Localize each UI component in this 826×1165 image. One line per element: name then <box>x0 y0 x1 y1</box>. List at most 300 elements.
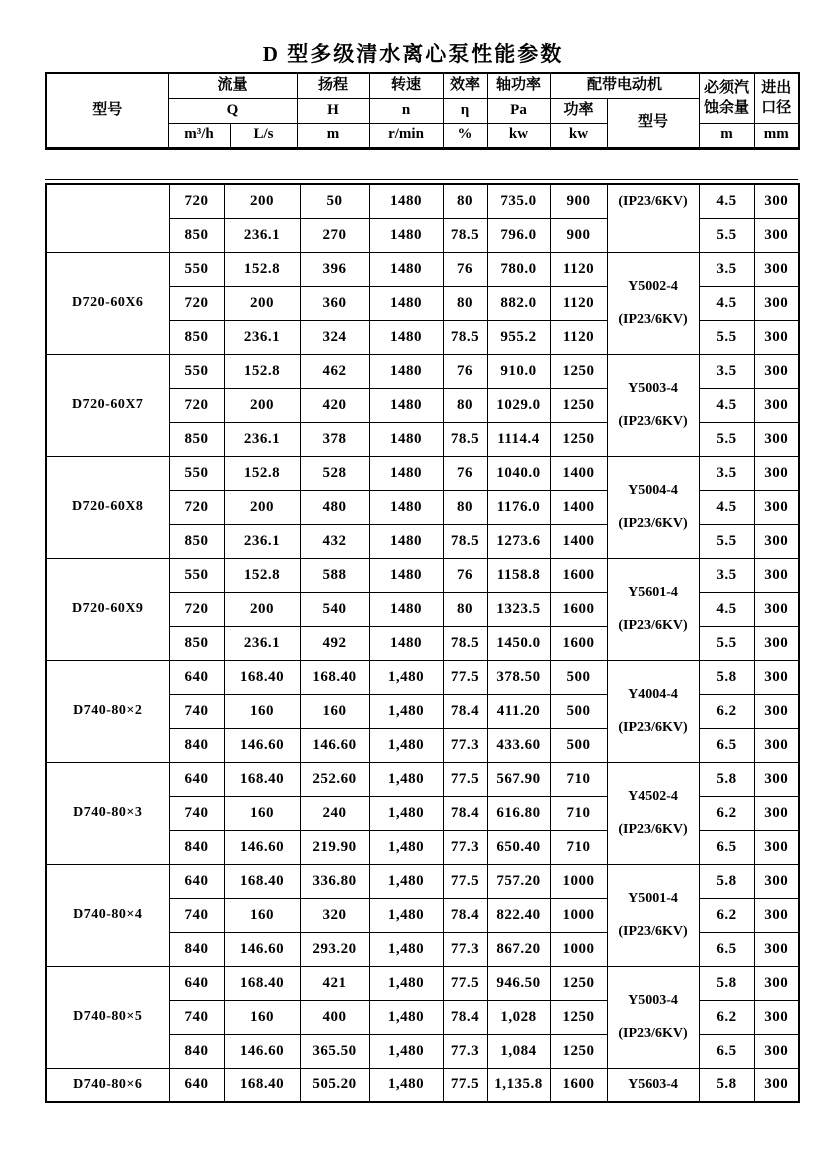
motor-model-cell <box>607 966 699 1068</box>
efficiency-cell: 80 <box>443 388 487 422</box>
npsh-cell: 3.5 <box>699 456 754 490</box>
flow-ls-cell: 168.40 <box>224 762 300 796</box>
speed-cell: 1,480 <box>369 694 443 728</box>
dn-cell: 300 <box>754 456 799 490</box>
pump-table-body <box>46 184 799 1102</box>
efficiency-cell: 80 <box>443 286 487 320</box>
dn-cell: 300 <box>754 898 799 932</box>
flow-ls-cell: 236.1 <box>224 422 300 456</box>
head-symbol: H <box>297 98 369 123</box>
header-table <box>45 72 800 150</box>
col-header-speed: 转速 <box>369 73 443 98</box>
dn-unit: mm <box>754 123 799 148</box>
speed-cell: 1480 <box>369 524 443 558</box>
flow-m3h-cell: 840 <box>169 728 224 762</box>
dn-cell: 300 <box>754 490 799 524</box>
flow-m3h-cell: 740 <box>169 898 224 932</box>
npsh-cell: 6.2 <box>699 898 754 932</box>
dn-cell: 300 <box>754 524 799 558</box>
head-cell: 540 <box>300 592 369 626</box>
flow-m3h-cell: 550 <box>169 558 224 592</box>
head-cell: 588 <box>300 558 369 592</box>
shaft-power-cell: 946.50 <box>487 966 550 1000</box>
flow-ls-cell: 152.8 <box>224 354 300 388</box>
motor-model-line: (IP23/6KV) <box>618 194 688 209</box>
motor-model-line: (IP23/6KV) <box>618 515 688 531</box>
head-cell: 293.20 <box>300 932 369 966</box>
flow-ls-cell: 236.1 <box>224 626 300 660</box>
npsh-cell: 5.8 <box>699 864 754 898</box>
flow-m3h-cell: 550 <box>169 354 224 388</box>
shaft-power-cell: 822.40 <box>487 898 550 932</box>
flow-ls-cell: 200 <box>224 184 300 218</box>
head-unit: m <box>297 123 369 148</box>
flow-m3h-cell: 850 <box>169 422 224 456</box>
table-row <box>46 864 799 898</box>
speed-symbol: n <box>369 98 443 123</box>
head-cell: 505.20 <box>300 1068 369 1102</box>
efficiency-cell: 76 <box>443 252 487 286</box>
flow-ls-cell: 160 <box>224 796 300 830</box>
flow-unit-m3h: m³/h <box>168 123 230 148</box>
shaft-power-cell: 735.0 <box>487 184 550 218</box>
shaft-power-cell: 796.0 <box>487 218 550 252</box>
efficiency-cell: 78.5 <box>443 218 487 252</box>
col-header-model: 型号 <box>46 73 168 148</box>
flow-ls-cell: 152.8 <box>224 558 300 592</box>
flow-m3h-cell: 740 <box>169 694 224 728</box>
dn-cell: 300 <box>754 1068 799 1102</box>
motor-model-line: (IP23/6KV) <box>618 719 688 735</box>
shaft-power-cell: 955.2 <box>487 320 550 354</box>
model-cell: D740-80×6 <box>46 1068 169 1102</box>
header-row-1 <box>46 73 799 98</box>
flow-ls-cell: 200 <box>224 592 300 626</box>
col-header-head: 扬程 <box>297 73 369 98</box>
flow-ls-cell: 236.1 <box>224 320 300 354</box>
dn-cell: 300 <box>754 558 799 592</box>
dn-cell: 300 <box>754 218 799 252</box>
model-cell <box>46 184 169 252</box>
speed-cell: 1,480 <box>369 728 443 762</box>
dn-label-line1: 进出 <box>761 80 792 96</box>
efficiency-cell: 77.3 <box>443 1034 487 1068</box>
shaft-power-cell: 910.0 <box>487 354 550 388</box>
flow-m3h-cell: 850 <box>169 524 224 558</box>
npsh-unit: m <box>699 123 754 148</box>
head-cell: 270 <box>300 218 369 252</box>
motor-model-line: Y5601-4 <box>628 584 678 600</box>
speed-unit: r/min <box>369 123 443 148</box>
motor-power-cell: 1120 <box>550 252 607 286</box>
head-cell: 480 <box>300 490 369 524</box>
motor-model-cell <box>607 252 699 354</box>
efficiency-cell: 78.5 <box>443 320 487 354</box>
motor-model-cell <box>607 184 699 252</box>
efficiency-cell: 78.4 <box>443 694 487 728</box>
shaft-power-cell: 1176.0 <box>487 490 550 524</box>
speed-cell: 1480 <box>369 286 443 320</box>
head-cell: 219.90 <box>300 830 369 864</box>
shaft-power-cell: 757.20 <box>487 864 550 898</box>
motor-model-cell <box>607 762 699 864</box>
model-cell: D720-60X7 <box>46 354 169 456</box>
flow-ls-cell: 168.40 <box>224 966 300 1000</box>
speed-cell: 1,480 <box>369 966 443 1000</box>
dn-cell: 300 <box>754 1034 799 1068</box>
head-cell: 400 <box>300 1000 369 1034</box>
dn-cell: 300 <box>754 252 799 286</box>
flow-ls-cell: 146.60 <box>224 932 300 966</box>
flow-m3h-cell: 720 <box>169 286 224 320</box>
head-cell: 324 <box>300 320 369 354</box>
npsh-cell: 5.5 <box>699 524 754 558</box>
shaft-power-cell: 1040.0 <box>487 456 550 490</box>
speed-cell: 1480 <box>369 490 443 524</box>
table-row <box>46 252 799 286</box>
flow-m3h-cell: 850 <box>169 218 224 252</box>
motor-power-cell: 1000 <box>550 898 607 932</box>
model-cell: D720-60X9 <box>46 558 169 660</box>
head-cell: 365.50 <box>300 1034 369 1068</box>
speed-cell: 1480 <box>369 558 443 592</box>
motor-model-line: (IP23/6KV) <box>618 923 688 939</box>
shaft-power-symbol: Pa <box>487 98 550 123</box>
npsh-cell: 5.8 <box>699 966 754 1000</box>
efficiency-cell: 80 <box>443 592 487 626</box>
motor-power-cell: 1250 <box>550 1034 607 1068</box>
motor-power-cell: 1600 <box>550 626 607 660</box>
speed-cell: 1480 <box>369 354 443 388</box>
speed-cell: 1,480 <box>369 898 443 932</box>
motor-model-line: Y5004-4 <box>628 482 678 498</box>
motor-power-cell: 1400 <box>550 456 607 490</box>
head-cell: 240 <box>300 796 369 830</box>
col-header-npsh <box>699 73 754 123</box>
flow-ls-cell: 160 <box>224 898 300 932</box>
flow-m3h-cell: 720 <box>169 388 224 422</box>
speed-cell: 1480 <box>369 388 443 422</box>
shaft-power-cell: 882.0 <box>487 286 550 320</box>
motor-power-cell: 1000 <box>550 864 607 898</box>
motor-power-cell: 1250 <box>550 354 607 388</box>
speed-cell: 1480 <box>369 252 443 286</box>
dn-cell: 300 <box>754 966 799 1000</box>
motor-model-label: 型号 <box>607 98 699 148</box>
shaft-power-cell: 567.90 <box>487 762 550 796</box>
flow-ls-cell: 160 <box>224 694 300 728</box>
speed-cell: 1480 <box>369 184 443 218</box>
dn-cell: 300 <box>754 1000 799 1034</box>
col-header-dn <box>754 73 799 123</box>
npsh-cell: 6.2 <box>699 796 754 830</box>
motor-power-cell: 1250 <box>550 388 607 422</box>
dn-cell: 300 <box>754 354 799 388</box>
npsh-cell: 4.5 <box>699 184 754 218</box>
motor-power-cell: 900 <box>550 184 607 218</box>
flow-m3h-cell: 640 <box>169 966 224 1000</box>
flow-ls-cell: 200 <box>224 490 300 524</box>
flow-m3h-cell: 720 <box>169 490 224 524</box>
efficiency-cell: 77.5 <box>443 660 487 694</box>
table-row <box>46 354 799 388</box>
efficiency-cell: 78.5 <box>443 524 487 558</box>
flow-m3h-cell: 840 <box>169 830 224 864</box>
pump-data-table <box>45 183 800 1103</box>
npsh-cell: 3.5 <box>699 252 754 286</box>
dn-cell: 300 <box>754 320 799 354</box>
shaft-power-cell: 411.20 <box>487 694 550 728</box>
motor-power-cell: 1000 <box>550 932 607 966</box>
shaft-power-cell: 616.80 <box>487 796 550 830</box>
efficiency-cell: 78.4 <box>443 796 487 830</box>
dn-cell: 300 <box>754 864 799 898</box>
shaft-power-cell: 378.50 <box>487 660 550 694</box>
speed-cell: 1480 <box>369 320 443 354</box>
shaft-power-cell: 1158.8 <box>487 558 550 592</box>
head-cell: 378 <box>300 422 369 456</box>
motor-model-line: (IP23/6KV) <box>618 1025 688 1041</box>
flow-ls-cell: 152.8 <box>224 252 300 286</box>
flow-m3h-cell: 740 <box>169 1000 224 1034</box>
efficiency-unit: % <box>443 123 487 148</box>
col-header-shaft-power: 轴功率 <box>487 73 550 98</box>
head-cell: 421 <box>300 966 369 1000</box>
speed-cell: 1,480 <box>369 1000 443 1034</box>
efficiency-cell: 78.5 <box>443 422 487 456</box>
head-cell: 336.80 <box>300 864 369 898</box>
speed-cell: 1480 <box>369 422 443 456</box>
efficiency-cell: 77.3 <box>443 830 487 864</box>
npsh-cell: 4.5 <box>699 286 754 320</box>
head-cell: 360 <box>300 286 369 320</box>
motor-model-line: (IP23/6KV) <box>618 311 688 327</box>
npsh-cell: 4.5 <box>699 388 754 422</box>
head-cell: 528 <box>300 456 369 490</box>
page-title: D 型多级清水离心泵性能参数 <box>262 42 564 66</box>
flow-m3h-cell: 840 <box>169 932 224 966</box>
shaft-power-cell: 1323.5 <box>487 592 550 626</box>
table-row <box>46 1068 799 1102</box>
motor-model-line: Y5603-4 <box>628 1076 678 1092</box>
motor-model-cell <box>607 660 699 762</box>
dn-cell: 300 <box>754 830 799 864</box>
efficiency-cell: 77.5 <box>443 966 487 1000</box>
efficiency-cell: 77.3 <box>443 728 487 762</box>
speed-cell: 1,480 <box>369 864 443 898</box>
head-cell: 252.60 <box>300 762 369 796</box>
motor-power-label: 功率 <box>550 98 607 123</box>
npsh-label-line1: 必须汽 <box>704 80 750 96</box>
npsh-cell: 6.5 <box>699 932 754 966</box>
flow-ls-cell: 152.8 <box>224 456 300 490</box>
efficiency-cell: 80 <box>443 490 487 524</box>
efficiency-cell: 78.4 <box>443 898 487 932</box>
motor-model-line: Y5002-4 <box>628 278 678 294</box>
flow-m3h-cell: 850 <box>169 626 224 660</box>
speed-cell: 1,480 <box>369 830 443 864</box>
speed-cell: 1480 <box>369 456 443 490</box>
motor-model-line: Y5003-4 <box>628 380 678 396</box>
npsh-cell: 3.5 <box>699 558 754 592</box>
flow-m3h-cell: 850 <box>169 320 224 354</box>
flow-ls-cell: 146.60 <box>224 1034 300 1068</box>
shaft-power-cell: 650.40 <box>487 830 550 864</box>
motor-power-cell: 500 <box>550 728 607 762</box>
motor-power-cell: 900 <box>550 218 607 252</box>
npsh-cell: 6.2 <box>699 694 754 728</box>
motor-power-cell: 1250 <box>550 1000 607 1034</box>
npsh-label-line2: 蚀余量 <box>704 100 750 117</box>
motor-power-cell: 500 <box>550 694 607 728</box>
speed-cell: 1,480 <box>369 1034 443 1068</box>
motor-model-cell <box>607 354 699 456</box>
motor-power-cell: 1400 <box>550 490 607 524</box>
npsh-cell: 5.5 <box>699 320 754 354</box>
dn-cell: 300 <box>754 626 799 660</box>
dn-cell: 300 <box>754 184 799 218</box>
npsh-cell: 5.8 <box>699 762 754 796</box>
model-cell: D740-80×2 <box>46 660 169 762</box>
head-cell: 396 <box>300 252 369 286</box>
efficiency-cell: 76 <box>443 354 487 388</box>
flow-m3h-cell: 640 <box>169 762 224 796</box>
motor-model-line: Y5003-4 <box>628 992 678 1008</box>
shaft-power-cell: 1,028 <box>487 1000 550 1034</box>
shaft-power-cell: 1,084 <box>487 1034 550 1068</box>
flow-unit-ls: L/s <box>230 123 297 148</box>
head-cell: 160 <box>300 694 369 728</box>
dn-cell: 300 <box>754 422 799 456</box>
flow-m3h-cell: 550 <box>169 252 224 286</box>
flow-ls-cell: 168.40 <box>224 864 300 898</box>
motor-power-unit: kw <box>550 123 607 148</box>
model-cell: D720-60X8 <box>46 456 169 558</box>
motor-model-line: (IP23/6KV) <box>618 617 688 633</box>
speed-cell: 1,480 <box>369 932 443 966</box>
shaft-power-cell: 1450.0 <box>487 626 550 660</box>
speed-cell: 1,480 <box>369 660 443 694</box>
flow-ls-cell: 200 <box>224 286 300 320</box>
table-top-rule <box>45 179 798 180</box>
flow-ls-cell: 168.40 <box>224 660 300 694</box>
npsh-cell: 5.5 <box>699 626 754 660</box>
model-cell: D720-60X6 <box>46 252 169 354</box>
efficiency-cell: 78.5 <box>443 626 487 660</box>
npsh-cell: 5.8 <box>699 1068 754 1102</box>
shaft-power-cell: 1,135.8 <box>487 1068 550 1102</box>
efficiency-cell: 80 <box>443 184 487 218</box>
efficiency-cell: 77.5 <box>443 864 487 898</box>
flow-symbol: Q <box>168 98 297 123</box>
shaft-power-cell: 1273.6 <box>487 524 550 558</box>
dn-cell: 300 <box>754 694 799 728</box>
efficiency-cell: 77.5 <box>443 762 487 796</box>
model-cell: D740-80×5 <box>46 966 169 1068</box>
efficiency-cell: 76 <box>443 558 487 592</box>
npsh-cell: 5.8 <box>699 660 754 694</box>
table-row <box>46 966 799 1000</box>
speed-cell: 1,480 <box>369 762 443 796</box>
efficiency-cell: 76 <box>443 456 487 490</box>
head-cell: 146.60 <box>300 728 369 762</box>
dn-cell: 300 <box>754 762 799 796</box>
flow-m3h-cell: 640 <box>169 660 224 694</box>
table-row <box>46 558 799 592</box>
flow-ls-cell: 146.60 <box>224 728 300 762</box>
flow-ls-cell: 236.1 <box>224 524 300 558</box>
shaft-power-cell: 867.20 <box>487 932 550 966</box>
flow-ls-cell: 200 <box>224 388 300 422</box>
speed-cell: 1,480 <box>369 796 443 830</box>
dn-cell: 300 <box>754 660 799 694</box>
flow-ls-cell: 160 <box>224 1000 300 1034</box>
flow-m3h-cell: 640 <box>169 864 224 898</box>
head-cell: 462 <box>300 354 369 388</box>
motor-power-cell: 710 <box>550 830 607 864</box>
motor-model-cell <box>607 1068 699 1102</box>
motor-power-cell: 1250 <box>550 966 607 1000</box>
motor-power-cell: 1600 <box>550 1068 607 1102</box>
flow-m3h-cell: 840 <box>169 1034 224 1068</box>
efficiency-cell: 77.5 <box>443 1068 487 1102</box>
motor-power-cell: 710 <box>550 762 607 796</box>
model-cell: D740-80×3 <box>46 762 169 864</box>
npsh-cell: 5.5 <box>699 422 754 456</box>
motor-model-cell <box>607 864 699 966</box>
shaft-power-unit: kw <box>487 123 550 148</box>
npsh-cell: 6.5 <box>699 1034 754 1068</box>
head-cell: 432 <box>300 524 369 558</box>
npsh-cell: 3.5 <box>699 354 754 388</box>
motor-power-cell: 1120 <box>550 286 607 320</box>
shaft-power-cell: 780.0 <box>487 252 550 286</box>
motor-model-line: Y5001-4 <box>628 890 678 906</box>
npsh-cell: 6.5 <box>699 830 754 864</box>
flow-m3h-cell: 550 <box>169 456 224 490</box>
flow-m3h-cell: 720 <box>169 184 224 218</box>
npsh-cell: 5.5 <box>699 218 754 252</box>
speed-cell: 1480 <box>369 626 443 660</box>
efficiency-symbol: η <box>443 98 487 123</box>
motor-model-cell <box>607 558 699 660</box>
flow-m3h-cell: 740 <box>169 796 224 830</box>
motor-power-cell: 1600 <box>550 558 607 592</box>
speed-cell: 1480 <box>369 218 443 252</box>
col-header-flow: 流量 <box>168 73 297 98</box>
motor-model-cell <box>607 456 699 558</box>
model-cell: D740-80×4 <box>46 864 169 966</box>
motor-model-line: (IP23/6KV) <box>618 821 688 837</box>
npsh-cell: 4.5 <box>699 490 754 524</box>
speed-cell: 1480 <box>369 592 443 626</box>
shaft-power-cell: 433.60 <box>487 728 550 762</box>
dn-cell: 300 <box>754 932 799 966</box>
efficiency-cell: 77.3 <box>443 932 487 966</box>
dn-cell: 300 <box>754 388 799 422</box>
motor-power-cell: 710 <box>550 796 607 830</box>
dn-cell: 300 <box>754 592 799 626</box>
table-row <box>46 184 799 218</box>
flow-ls-cell: 146.60 <box>224 830 300 864</box>
npsh-cell: 6.2 <box>699 1000 754 1034</box>
head-cell: 50 <box>300 184 369 218</box>
table-row <box>46 456 799 490</box>
motor-model-line: Y4502-4 <box>628 788 678 804</box>
motor-model-line: (IP23/6KV) <box>618 413 688 429</box>
flow-m3h-cell: 640 <box>169 1068 224 1102</box>
motor-power-cell: 500 <box>550 660 607 694</box>
